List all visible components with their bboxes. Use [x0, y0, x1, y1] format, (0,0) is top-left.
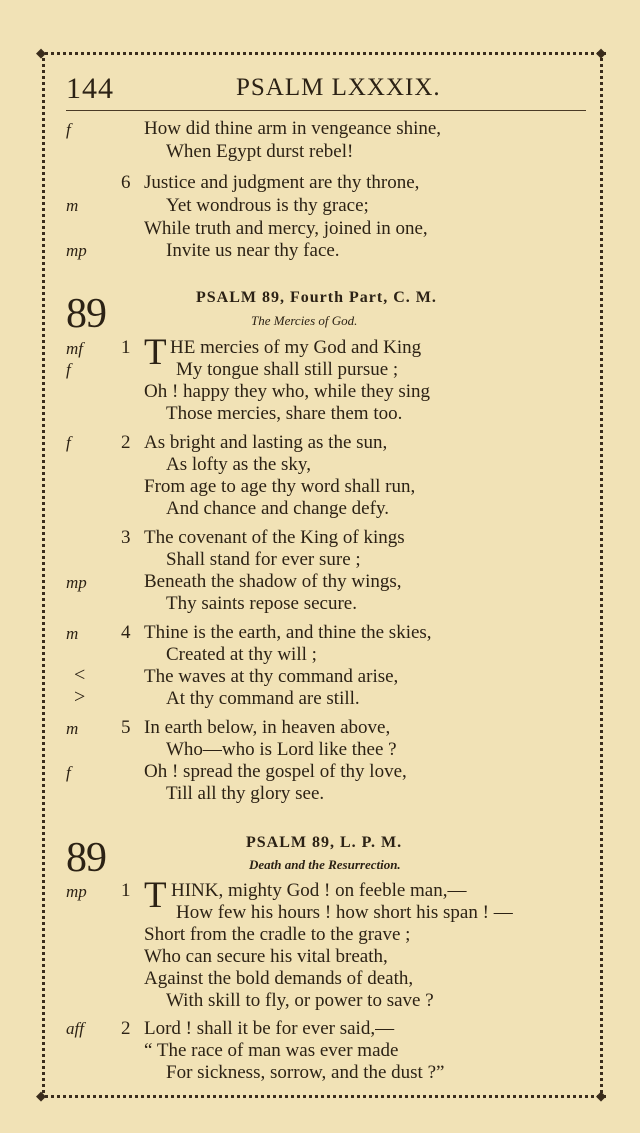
dynamic-marking: m — [66, 624, 79, 643]
verse-line: HINK, mighty God ! on feeble man,— — [171, 880, 467, 901]
decrescendo-icon: > — [74, 686, 86, 708]
dynamic-marking: m — [66, 719, 79, 738]
verse-line: With skill to fly, or power to save ? — [166, 990, 434, 1011]
verse-number: 1 — [121, 880, 131, 901]
verse-line: Till all thy glory see. — [166, 783, 325, 804]
dynamic-marking: f — [66, 763, 71, 782]
drop-cap: T — [144, 875, 167, 916]
corner-ornament-icon: ◆ — [36, 45, 46, 60]
header-divider — [66, 110, 586, 111]
verse-number: 1 — [121, 337, 131, 358]
dynamic-marking: f — [66, 360, 71, 379]
verse-line: While truth and mercy, joined in one, — [144, 218, 428, 239]
verse-line: When Egypt durst rebel! — [166, 141, 354, 162]
verse-line: And chance and change defy. — [166, 498, 389, 519]
hymn-number: 89 — [66, 835, 106, 881]
verse-line: Against the bold demands of death, — [144, 968, 414, 989]
verse-number: 6 — [121, 172, 131, 193]
verse-line: Oh ! spread the gospel of thy love, — [144, 761, 407, 782]
verse-line: Short from the cradle to the grave ; — [144, 924, 411, 945]
verse-line: At thy command are still. — [166, 688, 360, 709]
left-border-rule — [42, 58, 45, 1093]
hymn-number: 89 — [66, 291, 106, 337]
verse-line: Shall stand for ever sure ; — [166, 549, 361, 570]
page-number: 144 — [66, 72, 114, 105]
verse-line: Thy saints repose secure. — [166, 593, 357, 614]
crescendo-icon: < — [74, 664, 86, 686]
hymn-title: PSALM 89, Fourth Part, C. M. — [196, 289, 437, 306]
verse-line: Thine is the earth, and thine the skies, — [144, 622, 432, 643]
verse-line: How did thine arm in vengeance shine, — [144, 118, 442, 139]
verse-line: Beneath the shadow of thy wings, — [144, 571, 402, 592]
hymn-subtitle: Death and the Resurrection. — [249, 857, 401, 872]
dynamic-marking: mp — [66, 241, 87, 260]
verse-line: As bright and lasting as the sun, — [144, 432, 388, 453]
verse-number: 3 — [121, 527, 131, 548]
hymn-subtitle: The Mercies of God. — [251, 313, 358, 328]
dynamic-marking: mf — [66, 339, 83, 358]
verse-line: My tongue shall still pursue ; — [176, 359, 399, 380]
verse-number: 2 — [121, 1018, 131, 1039]
corner-ornament-icon: ◆ — [36, 1088, 46, 1103]
corner-ornament-icon: ◆ — [596, 45, 606, 60]
verse-line: Who—who is Lord like thee ? — [166, 739, 397, 760]
verse-line: Lord ! shall it be for ever said,— — [144, 1018, 395, 1039]
verse-line: “ The race of man was ever made — [144, 1040, 399, 1061]
verse-line: Invite us near thy face. — [166, 240, 340, 261]
top-border-rule — [40, 52, 606, 55]
verse-number: 2 — [121, 432, 131, 453]
verse-line: As lofty as the sky, — [166, 454, 311, 475]
verse-line: The covenant of the King of kings — [144, 527, 405, 548]
verse-line: Who can secure his vital breath, — [144, 946, 388, 967]
verse-line: HE mercies of my God and King — [170, 337, 422, 358]
hymn-title: PSALM 89, L. P. M. — [246, 834, 403, 851]
dynamic-marking: aff — [66, 1019, 84, 1038]
dynamic-marking: f — [66, 433, 71, 452]
verse-line: For sickness, sorrow, and the dust ?” — [166, 1062, 445, 1083]
verse-line: Created at thy will ; — [166, 644, 317, 665]
verse-number: 5 — [121, 717, 131, 738]
dynamic-marking: m — [66, 196, 79, 215]
verse-line: Oh ! happy they who, while they sing — [144, 381, 431, 402]
dynamic-marking: f — [66, 120, 71, 139]
corner-ornament-icon: ◆ — [596, 1088, 606, 1103]
running-title: PSALM LXXXIX. — [236, 74, 441, 101]
verse-line: From age to age thy word shall run, — [144, 476, 416, 497]
verse-line: Yet wondrous is thy grace; — [166, 195, 369, 216]
verse-number: 4 — [121, 622, 131, 643]
verse-line: Those mercies, share them too. — [166, 403, 403, 424]
right-border-rule — [600, 58, 603, 1093]
verse-line: In earth below, in heaven above, — [144, 717, 391, 738]
verse-line: The waves at thy command arise, — [144, 666, 399, 687]
drop-cap: T — [144, 332, 167, 373]
verse-line: Justice and judgment are thy throne, — [144, 172, 420, 193]
dynamic-marking: mp — [66, 573, 87, 592]
dynamic-marking: mp — [66, 882, 87, 901]
verse-line: How few his hours ! how short his span ! — — [176, 902, 513, 923]
bottom-border-rule — [40, 1095, 606, 1098]
